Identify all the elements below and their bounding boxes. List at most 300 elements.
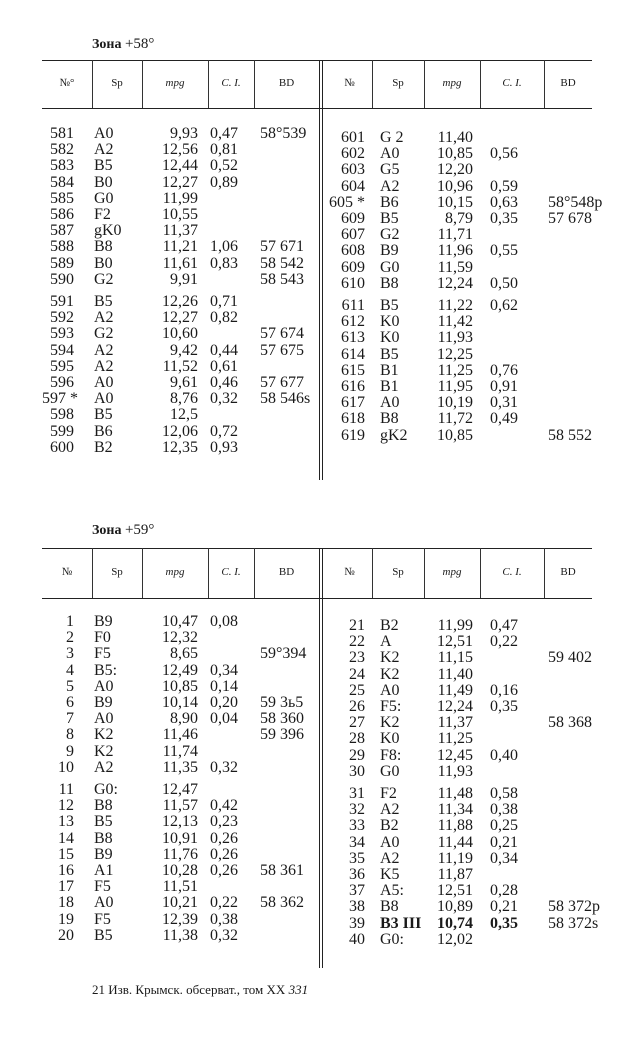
- cell-no: 588: [50, 238, 74, 256]
- cell-no: 598: [50, 406, 74, 424]
- cell-no: 24: [349, 665, 365, 683]
- cell-sp: G0:: [380, 930, 404, 948]
- cell-no: 8: [66, 726, 74, 744]
- cell-ci: 0,23: [210, 813, 238, 831]
- cell-mpg: 11,48: [437, 785, 473, 802]
- cell-no: 612: [341, 313, 365, 331]
- cell-no: 22: [349, 633, 365, 651]
- cell-no: 616: [341, 378, 365, 395]
- cell-ci: 0,35: [490, 210, 518, 227]
- cell-ci: 0,28: [490, 882, 518, 900]
- cell-ci: 0,89: [210, 173, 238, 191]
- cell-sp: G5: [380, 161, 400, 179]
- cell-no: 25: [349, 681, 365, 699]
- header-mpg: mpg: [165, 77, 185, 89]
- cell-mpg: 11,52: [162, 357, 198, 375]
- cell-sp: F5: [94, 910, 111, 928]
- cell-sp: B5: [94, 813, 113, 831]
- cell-ci: 0,82: [210, 309, 238, 327]
- cell-mpg: 10,55: [162, 206, 198, 223]
- cell-ci: 0,22: [210, 894, 238, 912]
- cell-no: 40: [349, 930, 365, 948]
- cell-sp: G0: [380, 258, 400, 276]
- cell-sp: A2: [94, 758, 114, 776]
- table-row-right: [42, 899, 612, 914]
- cell-sp: F2: [380, 785, 397, 802]
- cell-sp: B5: [380, 297, 399, 314]
- cell-no: 32: [349, 801, 365, 819]
- cell-no: 593: [50, 325, 74, 343]
- cell-no: 610: [341, 274, 365, 292]
- header-ci: C. I.: [502, 566, 522, 578]
- cell-sp: B2: [380, 817, 399, 835]
- table-row-right: [42, 276, 612, 291]
- cell-ci: 0,49: [490, 410, 518, 428]
- cell-mpg: 12,5: [170, 406, 198, 424]
- cell-sp: A2: [380, 801, 400, 819]
- zone-58-value: +58°: [124, 36, 155, 52]
- table-row-right: [42, 179, 612, 194]
- cell-sp: B6: [94, 422, 113, 440]
- header-bd: BD: [278, 77, 295, 89]
- cell-sp: K2: [94, 726, 114, 744]
- cell-bd: 58 542: [260, 254, 304, 272]
- footer-text: 21 Изв. Крымск. обсерват., том XX: [92, 982, 286, 997]
- cell-sp: A0: [94, 390, 114, 408]
- cell-sp: A0: [380, 681, 400, 699]
- cell-sp: G0: [380, 762, 400, 780]
- cell-bd: 58°548p: [548, 193, 603, 211]
- cell-ci: 0,25: [490, 817, 518, 835]
- cell-no: 584: [50, 173, 74, 191]
- cell-mpg: 11,95: [437, 378, 473, 395]
- cell-sp: A2: [380, 177, 400, 195]
- cell-ci: 0,34: [210, 661, 238, 679]
- cell-bd: 59 3ь5: [260, 694, 304, 711]
- cell-no: 1: [66, 613, 74, 630]
- cell-ci: 0,63: [490, 193, 518, 211]
- cell-sp: B9: [94, 694, 113, 711]
- table-row-right: [42, 379, 612, 394]
- cell-ci: 0,16: [490, 681, 518, 699]
- cell-no: 604: [341, 177, 365, 195]
- cell-ci: 0,34: [490, 849, 518, 867]
- cell-mpg: 11,44: [437, 833, 473, 851]
- cell-no: 4: [66, 661, 74, 679]
- cell-sp: A2: [94, 141, 114, 159]
- header-ci: C. I.: [221, 77, 241, 89]
- header-ci: C. I.: [502, 77, 522, 89]
- cell-mpg: 12,25: [437, 345, 473, 363]
- header-top-rule: [42, 60, 592, 61]
- cell-no: 594: [50, 341, 74, 359]
- cell-no: 16: [58, 862, 74, 879]
- cell-mpg: 11,40: [437, 129, 473, 146]
- table-row-right: [42, 634, 612, 649]
- cell-sp: B5: [94, 406, 113, 424]
- cell-sp: A1: [94, 862, 114, 879]
- zone-59-label: Зона: [92, 523, 122, 538]
- table-row-right: [42, 851, 612, 866]
- header-sp: Sp: [392, 77, 404, 89]
- cell-mpg: 12,06: [162, 422, 198, 440]
- cell-sp: B5: [94, 157, 113, 175]
- cell-mpg: 12,51: [437, 633, 473, 651]
- table-row-right: [42, 298, 612, 313]
- cell-ci: 0,26: [210, 845, 238, 863]
- cell-bd: 57 671: [260, 238, 304, 256]
- cell-ci: 0,38: [210, 910, 238, 928]
- cell-mpg: 11,37: [437, 714, 473, 732]
- cell-ci: 0,93: [210, 438, 238, 456]
- cell-mpg: 10,85: [437, 145, 473, 163]
- cell-sp: B9: [94, 845, 113, 863]
- cell-sp: F5:: [380, 698, 402, 715]
- cell-mpg: 10,74: [437, 914, 473, 932]
- cell-mpg: 11,96: [437, 242, 473, 260]
- cell-ci: 0,32: [210, 926, 238, 944]
- header-no: №: [344, 77, 355, 89]
- table-row-right: [42, 211, 612, 226]
- cell-mpg: 11,99: [162, 189, 198, 207]
- cell-ci: 0,22: [490, 633, 518, 651]
- table-row-right: [42, 667, 612, 682]
- cell-no: 608: [341, 242, 365, 260]
- cell-mpg: 12,13: [162, 813, 198, 831]
- cell-ci: 0,21: [490, 833, 518, 851]
- cell-sp: A0: [380, 833, 400, 851]
- cell-sp: B5:: [94, 661, 118, 679]
- cell-mpg: 9,91: [170, 270, 198, 288]
- table-row-right: [42, 260, 612, 275]
- cell-sp: K2: [380, 649, 400, 667]
- header-top-rule: [42, 548, 592, 549]
- cell-mpg: 11,21: [162, 238, 198, 256]
- cell-mpg: 11,72: [437, 410, 473, 428]
- table-row-right: [42, 618, 612, 633]
- cell-no: 39: [349, 914, 365, 932]
- header-bd: BD: [278, 566, 295, 578]
- cell-no: 591: [50, 293, 74, 310]
- cell-sp: A2: [94, 309, 114, 327]
- cell-bd: 59°394: [260, 645, 307, 663]
- cell-mpg: 11,57: [162, 797, 198, 815]
- zone-58-title: [92, 36, 154, 53]
- cell-no: 9: [66, 742, 74, 760]
- table-row-right: [42, 330, 612, 345]
- cell-bd: 58 361: [260, 862, 304, 879]
- cell-mpg: 11,37: [162, 222, 198, 240]
- header-sp: Sp: [111, 77, 123, 89]
- cell-mpg: 9,61: [170, 374, 198, 391]
- cell-sp: K0: [380, 313, 400, 331]
- cell-sp: K2: [380, 714, 400, 732]
- cell-sp: A0: [94, 710, 114, 728]
- cell-mpg: 12,32: [162, 629, 198, 647]
- cell-bd: 57 675: [260, 341, 304, 359]
- cell-mpg: 10,21: [162, 894, 198, 912]
- cell-no: 11: [58, 781, 74, 798]
- cell-mpg: 11,51: [162, 878, 198, 896]
- cell-sp: B8: [380, 410, 399, 428]
- table-row-right: [42, 818, 612, 833]
- cell-bd: 57 674: [260, 325, 304, 343]
- cell-mpg: 8,76: [170, 390, 198, 408]
- cell-mpg: 10,89: [437, 898, 473, 916]
- zone-59-title: [92, 522, 154, 539]
- cell-sp: G2: [94, 325, 114, 343]
- cell-sp: K2: [380, 665, 400, 683]
- cell-sp: G 2: [380, 129, 404, 146]
- cell-sp: A0: [94, 125, 114, 142]
- cell-no: 619: [341, 426, 365, 444]
- table-row-right: [42, 650, 612, 665]
- table-row-right: [42, 932, 612, 947]
- cell-ci: 0,46: [210, 374, 238, 391]
- cell-sp: G2: [380, 226, 400, 244]
- cell-bd: 58 543: [260, 270, 304, 288]
- cell-ci: 0,58: [490, 785, 518, 802]
- cell-mpg: 12,20: [437, 161, 473, 179]
- cell-sp: B8: [380, 274, 399, 292]
- cell-ci: 0,35: [490, 698, 518, 715]
- cell-mpg: 11,25: [437, 361, 473, 379]
- cell-ci: 0,50: [490, 274, 518, 292]
- header-mpg: mpg: [442, 566, 462, 578]
- cell-sp: F8:: [380, 746, 402, 764]
- header-no: №: [344, 566, 355, 578]
- cell-no: 614: [341, 345, 365, 363]
- cell-no: 13: [58, 813, 74, 831]
- cell-no: 2: [66, 629, 74, 647]
- cell-bd: 58 552: [548, 426, 592, 444]
- cell-bd: 57 678: [548, 210, 592, 227]
- header-sp: Sp: [111, 566, 123, 578]
- cell-sp: A0: [94, 374, 114, 391]
- cell-mpg: 10,85: [162, 677, 198, 695]
- cell-no: 19: [58, 910, 74, 928]
- cell-sp: B8: [94, 238, 113, 256]
- cell-no: 586: [50, 206, 74, 223]
- cell-no: 31: [349, 785, 365, 802]
- cell-mpg: 12,45: [437, 746, 473, 764]
- cell-sp: B9: [94, 613, 113, 630]
- cell-sp: K2: [94, 742, 114, 760]
- cell-bd: 59 402: [548, 649, 592, 667]
- header-no: №: [61, 566, 73, 578]
- cell-mpg: 10,96: [437, 177, 473, 195]
- table-row-right: [42, 347, 612, 362]
- zone-59-table: [42, 548, 600, 968]
- cell-no: 38: [349, 898, 365, 916]
- cell-mpg: 11,49: [437, 681, 473, 699]
- cell-mpg: 11,25: [437, 730, 473, 748]
- table-row-right: [42, 731, 612, 746]
- cell-mpg: 8,79: [445, 210, 473, 227]
- table-row-right: [42, 243, 612, 258]
- cell-no: 36: [349, 866, 365, 883]
- cell-sp: B1: [380, 361, 399, 379]
- cell-sp: gK2: [380, 426, 408, 444]
- table-row-right: [42, 411, 612, 426]
- cell-mpg: 11,99: [437, 617, 473, 634]
- cell-mpg: 11,34: [437, 801, 473, 819]
- cell-sp: A0: [94, 677, 114, 695]
- cell-sp: F0: [94, 629, 111, 647]
- cell-mpg: 12,49: [162, 661, 198, 679]
- cell-no: 5: [66, 677, 74, 695]
- table-row-right: [42, 395, 612, 410]
- cell-mpg: 11,22: [437, 297, 473, 314]
- cell-no: 599: [50, 422, 74, 440]
- header-ci: C. I.: [221, 566, 241, 578]
- cell-ci: 0,32: [210, 758, 238, 776]
- cell-ci: 0,81: [210, 141, 238, 159]
- cell-mpg: 11,88: [437, 817, 473, 835]
- cell-bd: 58 372s: [548, 914, 599, 932]
- cell-mpg: 11,59: [437, 258, 473, 276]
- table-row-right: [42, 883, 612, 898]
- header-bd: BD: [560, 566, 576, 578]
- cell-ci: 0,04: [210, 710, 238, 728]
- table-row-right: [42, 715, 612, 730]
- cell-sp: B8: [380, 898, 399, 916]
- table-row-right: [42, 786, 612, 801]
- cell-sp: A2: [94, 357, 114, 375]
- cell-no: 596: [50, 374, 74, 391]
- cell-mpg: 12,24: [437, 698, 473, 715]
- cell-no: 613: [341, 329, 365, 347]
- cell-ci: 0,42: [210, 797, 238, 815]
- table-row-right: [42, 699, 612, 714]
- cell-sp: G0: [94, 189, 114, 207]
- cell-mpg: 11,19: [437, 849, 473, 867]
- cell-no: 3: [66, 645, 74, 663]
- header-mpg: mpg: [165, 566, 185, 578]
- cell-no: 28: [349, 730, 365, 748]
- cell-ci: 0,91: [490, 378, 518, 395]
- cell-no: 611: [341, 297, 365, 314]
- footer-page-number: 331: [288, 982, 309, 997]
- cell-no: 17: [58, 878, 74, 896]
- table-row-right: [42, 867, 612, 882]
- cell-mpg: 10,91: [162, 829, 198, 847]
- cell-mpg: 12,27: [162, 173, 198, 191]
- cell-ci: 0,56: [490, 145, 518, 163]
- cell-no: 587: [50, 222, 74, 240]
- cell-no: 615: [341, 361, 365, 379]
- cell-mpg: 11,71: [437, 226, 473, 244]
- table-row-right: [42, 916, 612, 931]
- cell-mpg: 12,39: [162, 910, 198, 928]
- cell-mpg: 11,46: [162, 726, 198, 744]
- cell-ci: 0,59: [490, 177, 518, 195]
- cell-bd: 58°539: [260, 125, 307, 142]
- cell-mpg: 12,24: [437, 274, 473, 292]
- cell-bd: 58 546s: [260, 390, 311, 408]
- page-footer: [92, 982, 308, 998]
- cell-sp: A0: [94, 894, 114, 912]
- cell-sp: B0: [94, 254, 113, 272]
- cell-mpg: 10,19: [437, 394, 473, 412]
- cell-ci: 0,76: [490, 361, 518, 379]
- table-row-right: [42, 764, 612, 779]
- cell-no: 618: [341, 410, 365, 428]
- cell-ci: 0,72: [210, 422, 238, 440]
- table-row-right: [42, 683, 612, 698]
- cell-no: 589: [50, 254, 74, 272]
- cell-sp: B8: [94, 829, 113, 847]
- cell-no: 601: [341, 129, 365, 146]
- cell-mpg: 11,76: [162, 845, 198, 863]
- cell-sp: B5: [94, 926, 113, 944]
- cell-mpg: 12,47: [162, 781, 198, 798]
- cell-ci: 0,26: [210, 862, 238, 879]
- cell-bd: 59 396: [260, 726, 304, 744]
- cell-sp: gK0: [94, 222, 122, 240]
- cell-ci: 0,71: [210, 293, 238, 310]
- cell-ci: 0,52: [210, 157, 238, 175]
- cell-sp: A5:: [380, 882, 404, 900]
- cell-no: 37: [349, 882, 365, 900]
- cell-ci: 0,47: [210, 125, 238, 142]
- cell-no: 26: [349, 698, 365, 715]
- cell-no: 12: [58, 797, 74, 815]
- cell-sp: F5: [94, 878, 111, 896]
- cell-no: 607: [341, 226, 365, 244]
- header-mpg: mpg: [442, 77, 462, 89]
- cell-sp: B5: [94, 293, 113, 310]
- cell-no: 585: [50, 189, 74, 207]
- cell-sp: A2: [94, 341, 114, 359]
- cell-mpg: 11,93: [437, 762, 473, 780]
- header-no: №°: [59, 77, 75, 89]
- zone-58-label: Зона: [92, 37, 122, 52]
- cell-sp: G2: [94, 270, 114, 288]
- cell-no: 21: [349, 617, 365, 634]
- cell-sp: K0: [380, 329, 400, 347]
- cell-no: 33: [349, 817, 365, 835]
- header-bd: BD: [560, 77, 576, 89]
- cell-mpg: 12,02: [437, 930, 473, 948]
- cell-sp: K5: [380, 866, 400, 883]
- cell-bd: 58 360: [260, 710, 304, 728]
- cell-no: 592: [50, 309, 74, 327]
- cell-ci: 0,40: [490, 746, 518, 764]
- cell-no: 605 *: [329, 193, 365, 211]
- zone-58-table: [42, 60, 603, 480]
- header-sp: Sp: [392, 566, 404, 578]
- cell-sp: B2: [94, 438, 113, 456]
- cell-sp: K0: [380, 730, 400, 748]
- cell-mpg: 9,93: [170, 125, 198, 142]
- cell-mpg: 10,14: [162, 694, 198, 711]
- cell-sp: A0: [380, 145, 400, 163]
- table-row-right: [42, 162, 612, 177]
- cell-no: 602: [341, 145, 365, 163]
- cell-no: 7: [66, 710, 74, 728]
- cell-no: 600: [50, 438, 74, 456]
- cell-ci: 0,47: [490, 617, 518, 634]
- cell-mpg: 10,28: [162, 862, 198, 879]
- cell-no: 27: [349, 714, 365, 732]
- cell-ci: 0,20: [210, 694, 238, 711]
- cell-bd: 57 677: [260, 374, 304, 391]
- cell-no: 597 *: [42, 390, 78, 408]
- cell-mpg: 12,35: [162, 438, 198, 456]
- cell-sp: F5: [94, 645, 111, 663]
- cell-ci: 0,61: [210, 357, 238, 375]
